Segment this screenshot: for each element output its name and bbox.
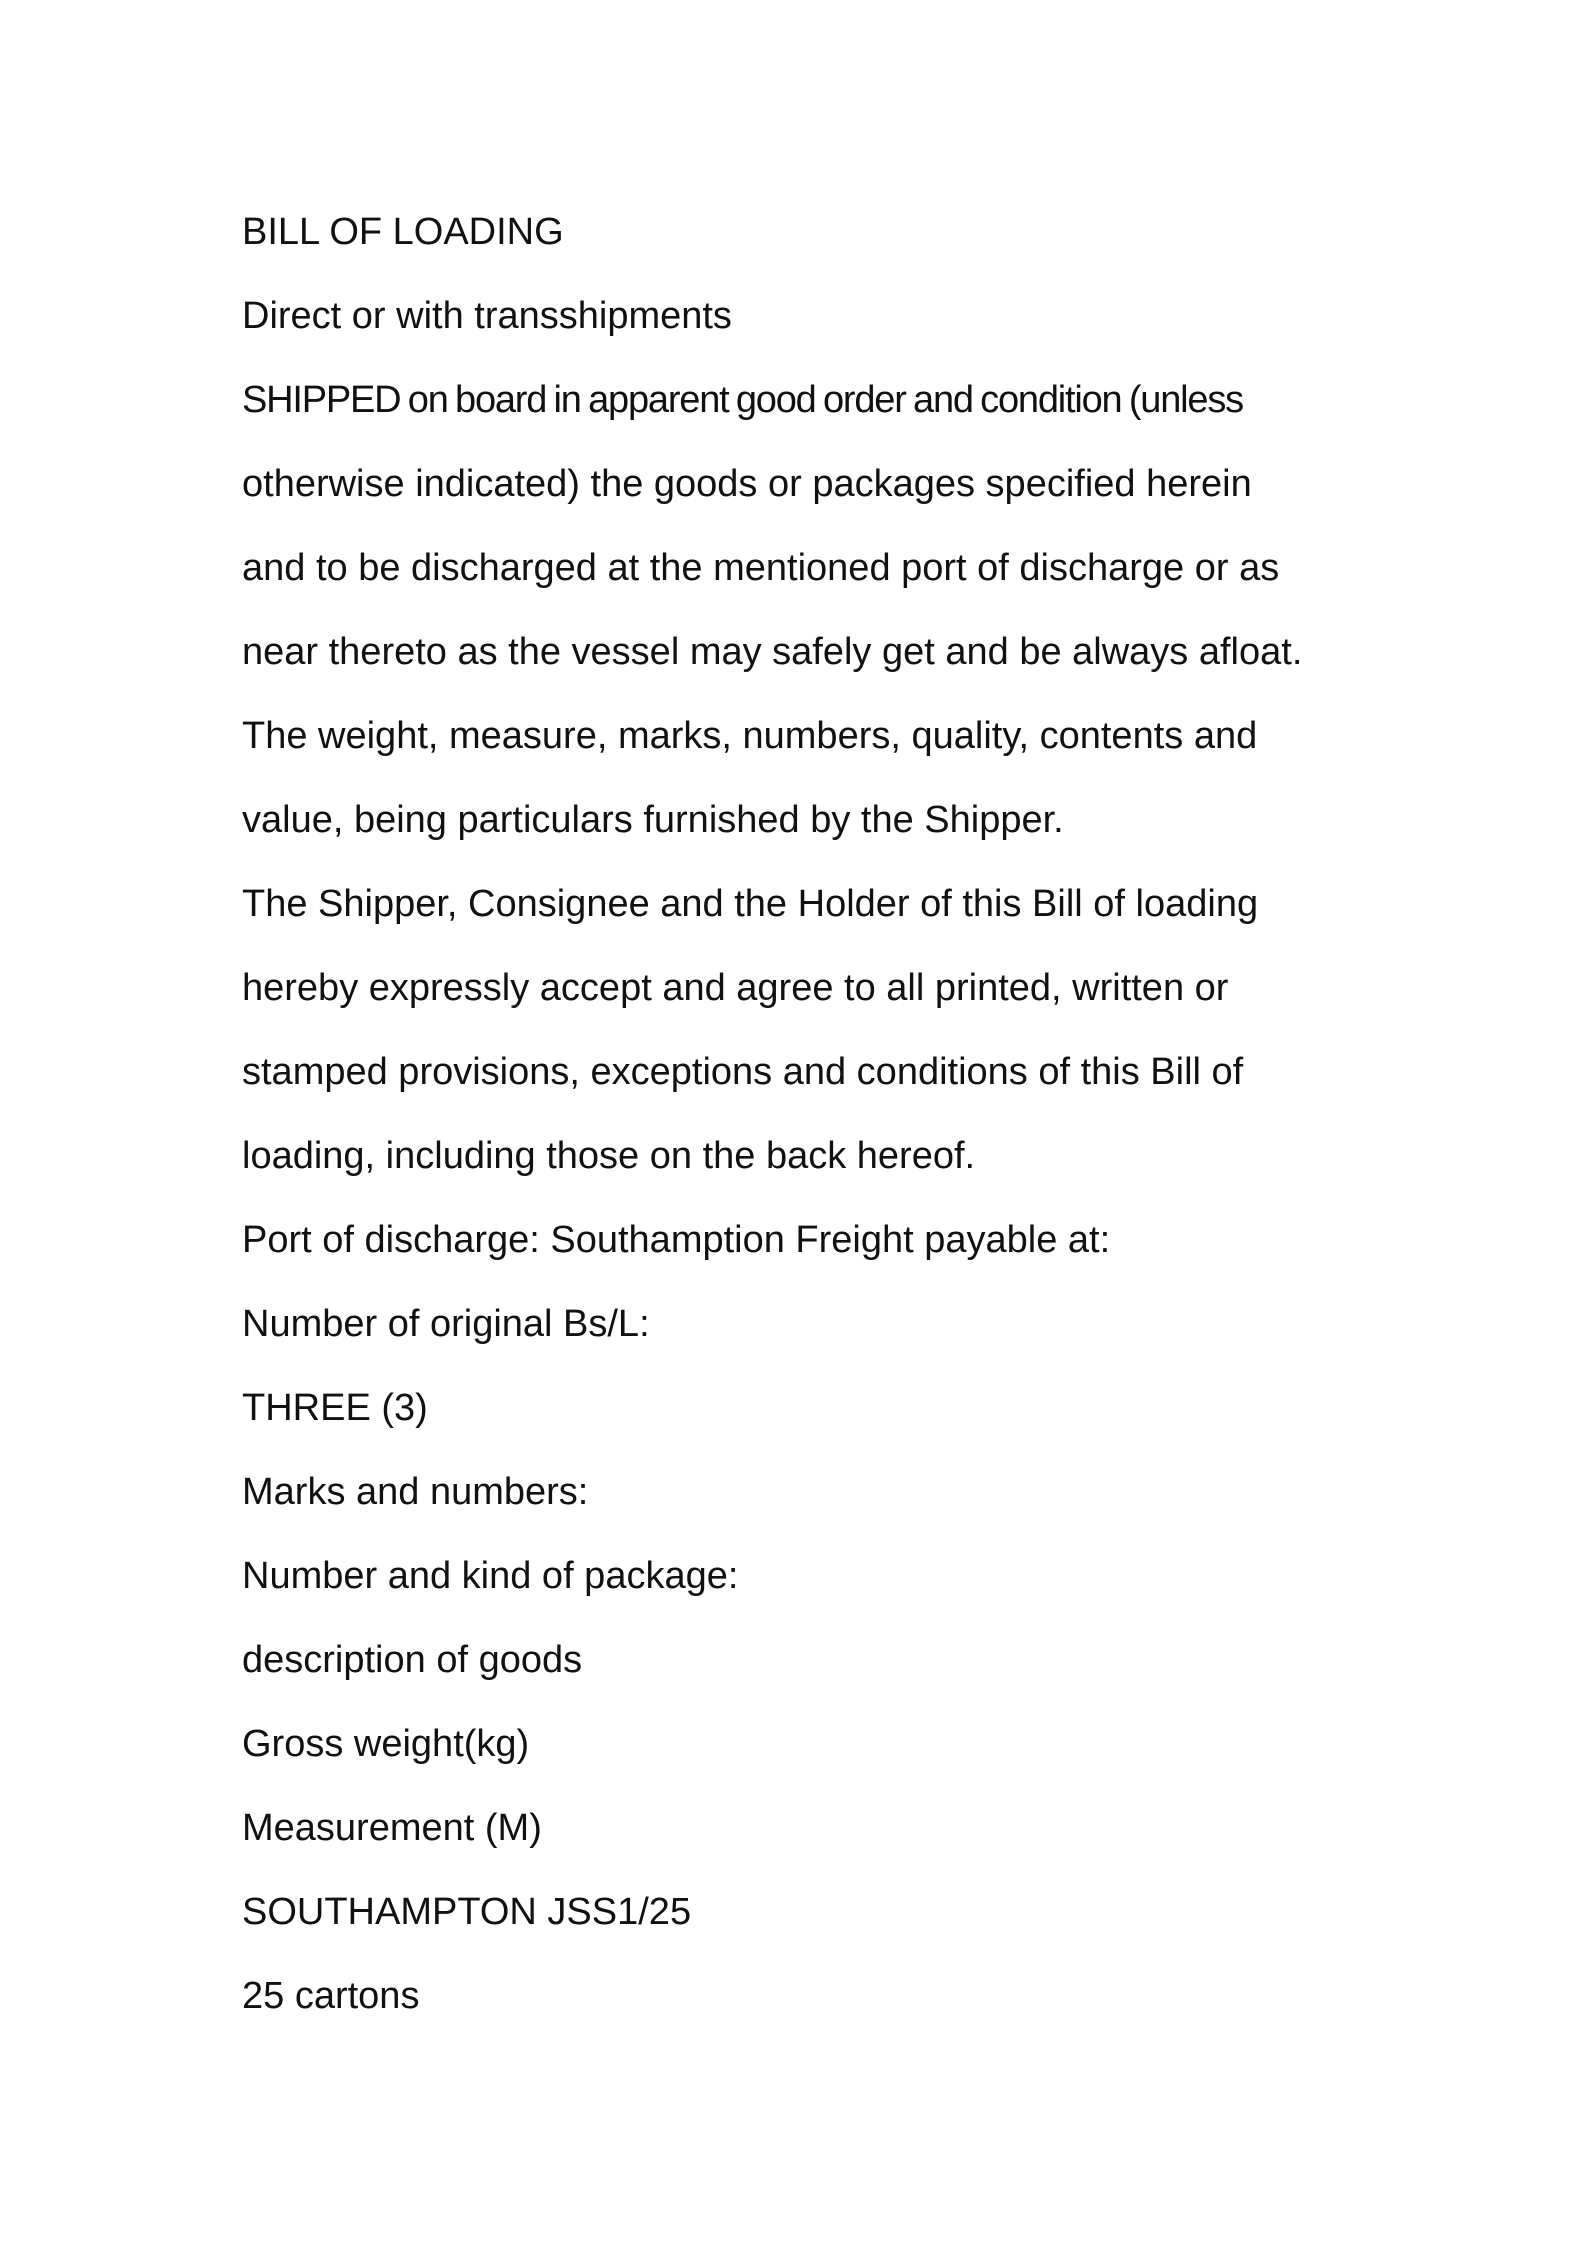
marks-numbers-label: Marks and numbers: <box>242 1471 589 1513</box>
document-body <box>242 204 1392 2052</box>
body-line: stamped provisions, exceptions and conditions of this Bill of <box>242 1051 1244 1093</box>
port-of-discharge-line: Port of discharge: Southamption Freight payable at: <box>242 1219 1111 1261</box>
measurement-label: Measurement (M) <box>242 1807 542 1849</box>
body-line: loading, including those on the back hereof. <box>242 1135 976 1177</box>
gross-weight-label: Gross weight(kg) <box>242 1723 530 1765</box>
package-label: Number and kind of package: <box>242 1555 739 1597</box>
body-line: value, being particulars furnished by the Shipper. <box>242 799 1064 841</box>
document-subtitle: Direct or with transshipments <box>242 295 732 337</box>
body-line: SHIPPED on board in apparent good order and condition (unless <box>242 379 1243 421</box>
original-bsl-value: THREE (3) <box>242 1387 428 1429</box>
body-line: hereby expressly accept and agree to all printed, written or <box>242 967 1229 1009</box>
document-title: BILL OF LOADING <box>242 211 564 253</box>
package-count-value: 25 cartons <box>242 1975 420 2017</box>
original-bsl-label: Number of original Bs/L: <box>242 1303 650 1345</box>
body-line: otherwise indicated) the goods or packages specified herein <box>242 463 1252 505</box>
body-line: The weight, measure, marks, numbers, quality, contents and <box>242 715 1258 757</box>
body-line: The Shipper, Consignee and the Holder of this Bill of loading <box>242 883 1259 925</box>
goods-description-label: description of goods <box>242 1639 583 1681</box>
marks-value: SOUTHAMPTON JSS1/25 <box>242 1891 692 1933</box>
body-line: and to be discharged at the mentioned port of discharge or as <box>242 547 1280 589</box>
body-line: near thereto as the vessel may safely get and be always afloat. <box>242 631 1303 673</box>
